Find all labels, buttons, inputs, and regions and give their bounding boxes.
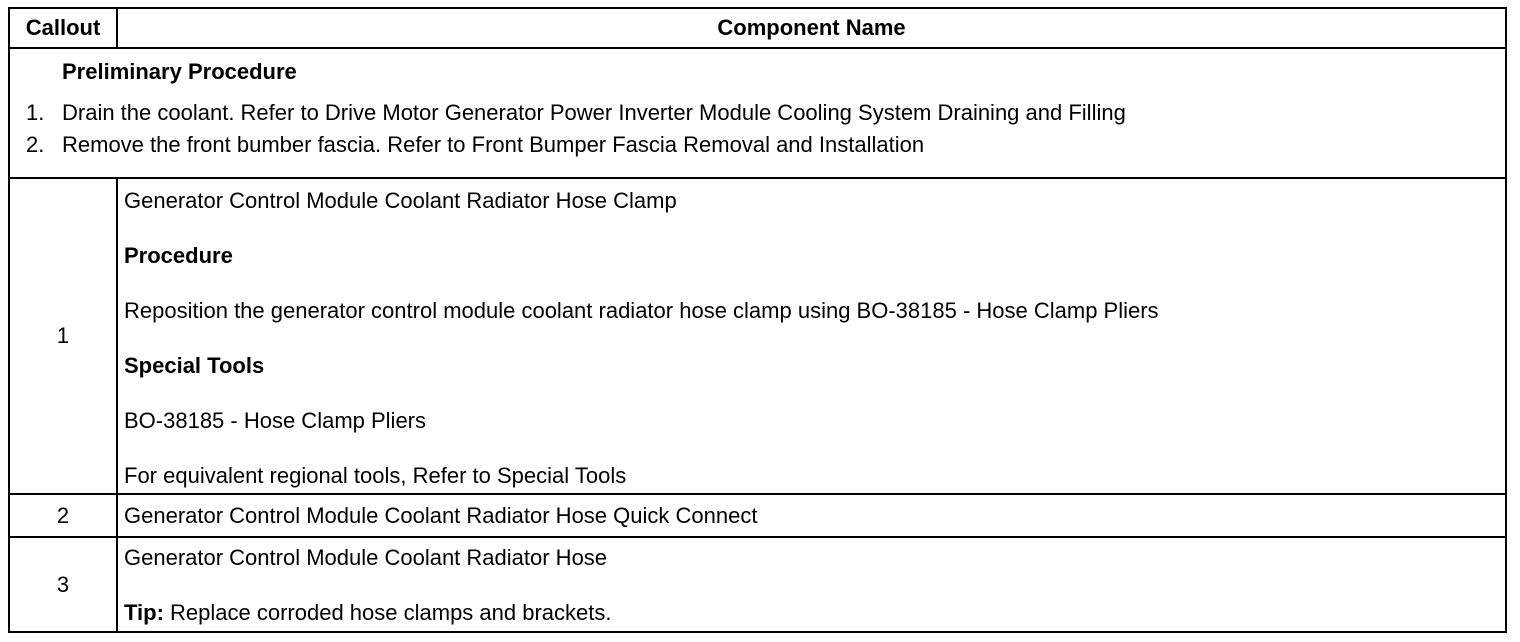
preliminary-title: Preliminary Procedure (62, 59, 297, 84)
table-header-row (9, 8, 1506, 48)
special-tools-label: Special Tools (124, 353, 265, 378)
step-number: 1. (26, 100, 45, 125)
step-number: 2. (26, 132, 45, 157)
component-cell (117, 494, 1506, 537)
preliminary-row (9, 48, 1506, 178)
component-table-wrapper (8, 7, 1507, 633)
tip-label: Tip: (124, 600, 164, 625)
procedure-text: Reposition the generator control module coolant radiator hose clamp using BO-38185 - Hose Clamp Pliers (124, 298, 1159, 323)
step-text: Remove the front bumber fascia. Refer to Front Bumper Fascia Removal and Installation (62, 132, 925, 157)
step-text: Drain the coolant. Refer to Drive Motor Generator Power Inverter Module Cooling System Draining and Filling (62, 100, 1126, 125)
preliminary-step (10, 97, 1505, 129)
procedure-label: Procedure (124, 243, 233, 268)
component-name: Generator Control Module Coolant Radiator Hose (124, 545, 608, 570)
header-callout: Callout (9, 8, 117, 48)
table-row (9, 494, 1506, 537)
table-row (9, 178, 1506, 494)
component-name: Generator Control Module Coolant Radiator Hose Quick Connect (124, 502, 758, 528)
tip-text: Replace corroded hose clamps and brackets. (163, 600, 612, 625)
preliminary-step (10, 129, 1505, 161)
preliminary-cell (9, 48, 1506, 178)
callout-cell: 2 (9, 494, 117, 537)
header-component-name: Component Name (117, 8, 1506, 48)
table-row (9, 537, 1506, 632)
component-table (8, 7, 1507, 633)
component-name: Generator Control Module Coolant Radiator Hose Clamp (124, 188, 677, 213)
preliminary-steps (10, 97, 1505, 161)
special-tool-item: BO-38185 - Hose Clamp Pliers (124, 408, 427, 433)
tip-line (124, 600, 1505, 626)
component-cell (117, 537, 1506, 632)
callout-cell: 1 (9, 178, 117, 494)
component-cell (117, 178, 1506, 494)
callout-cell: 3 (9, 537, 117, 632)
special-tools-note: For equivalent regional tools, Refer to Special Tools (124, 463, 627, 488)
